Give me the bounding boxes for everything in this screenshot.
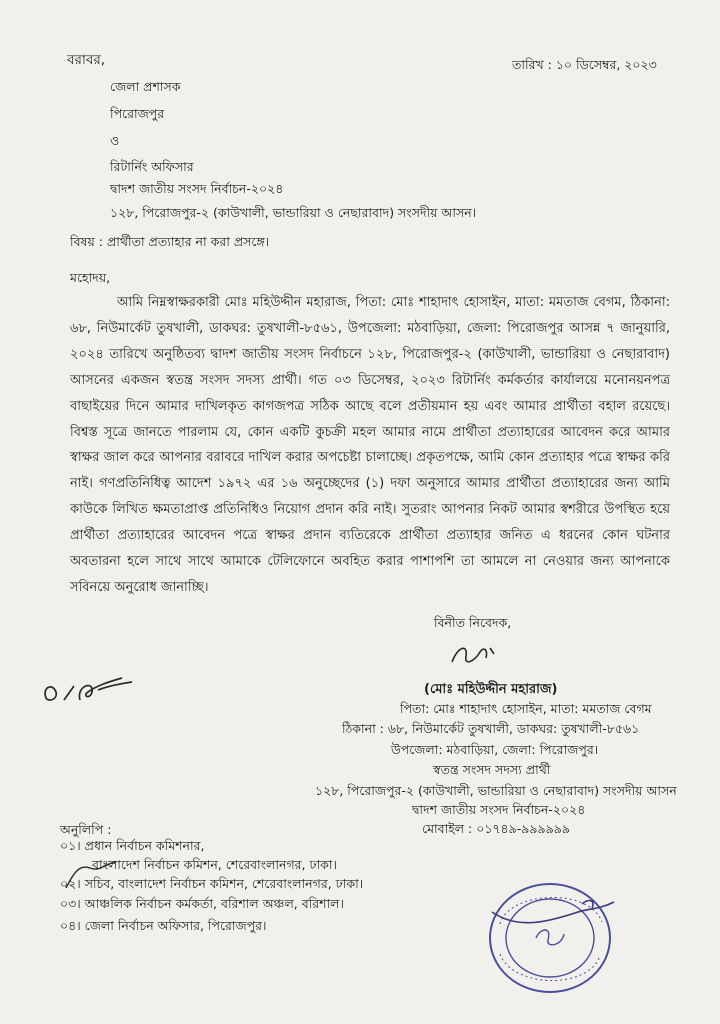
copy-line: বাংলাদেশ নির্বাচন কমিশন, শেরেবাংলানগর, ঢাকা। [92, 857, 338, 872]
sender-line: উপজেলা: মঠবাড়িয়া, জেলা: পিরোজপুর। [391, 742, 599, 757]
receipt-stamp [478, 872, 618, 998]
letter-greeting: মহোদয়, [70, 270, 111, 285]
letter-subject: বিষয় : প্রার্থীতা প্রত্যাহার না করা প্রসঙ্গে। [70, 234, 270, 249]
copy-line: ০৩। আঞ্চলিক নির্বাচন কর্মকর্তা, বরিশাল অঞ্চল, বরিশাল। [60, 896, 344, 911]
recipient-line: পিরোজপুর [110, 106, 165, 121]
sender-line: স্বতন্ত্র সংসদ সদস্য প্রার্থী [433, 762, 551, 777]
sender-mobile: মোবাইল : ০১৭৪৯-৯৯৯৯৯৯ [422, 821, 570, 836]
recipient-line: ও [110, 133, 120, 148]
recipient-line: জেলা প্রশাসক [110, 79, 181, 94]
letter-closing: বিনীত নিবেদক, [434, 615, 512, 630]
copy-line: ০৪। জেলা নির্বাচন অফিসার, পিরোজপুর। [60, 918, 267, 933]
handwritten-initial-mark [38, 672, 138, 712]
letter-body: আমি নিম্নস্বাক্ষরকারী মোঃ মহিউদ্দীন মহারাজ, পিতা: মোঃ শাহাদাৎ হোসাইন, মাতা: মমতাজ বেগম, ঠিকানা: ৬৮, নিউমার্কেট তুষখালী, ডাকঘর: তুষখালী-৮৫৬১, উপজেলা: মঠবাড়িয়া, জেলা: পিরোজপুর আসন্ন ৭ জানুয়ারি, ২০২৪ তারিখে অনুষ্ঠিতব্য দ্বাদশ জাতীয় সংসদ নির্বাচনে ১২৮, পিরোজপুর-২ (কাউখালী, ভান্ডারিয়া ও নেছারাবাদ) আসনের একজন স্বতন্ত্র সংসদ সদস্য প্রার্থী। গত ০৩ ডিসেম্বর, ২০২৩ রিটার্নিং কর্মকর্তার কার্যালয়ে মনোনয়নপত্র বাছাইয়ের দিনে আমার দাখিলকৃত কাগজপত্র সঠিক আছে বলে প্রতীয়মান হয় এবং আমার প্রার্থীতা বহাল রয়েছে। বিশ্বস্ত সূত্রে জানতে পারলাম যে, কোন একটি কুচক্রী মহল আমার নামে প্রার্থীতা প্রত্যাহারের আবেদন করে আমার স্বাক্ষর জাল করে আপনার বরাবরে দাখিল করার অপচেষ্টা চালাচ্ছে। প্রকৃতপক্ষে, আমি কোন প্রত্যাহার পত্রে স্বাক্ষর করি নাই। গণপ্রতিনিধিত্ব আদেশ ১৯৭২ এর ১৬ অনুচ্ছেদের (১) দফা অনুসারে আমার প্রার্থীতা প্রত্যাহারের জন্য আমি কাউকে লিখিত ক্ষমতাপ্রাপ্ত প্রতিনিধিও নিয়োগ প্রদান করি নাই। সুতরাং আপনার নিকট আমার স্বশরীরে উপস্থিত হয়ে প্রার্থীতা প্রত্যাহারের আবেদন পত্রে স্বাক্ষর প্রদান ব্যতিরেকে প্রার্থীতা প্রত্যাহার জনিত এ ধরনের কোন ঘটনার অবতারনা হলে সাথে সাথে আমাকে টেলিফোনে অবহিত করার পাশাপশি তা আমলে না নেওয়ার জন্য আপনাকে সবিনয়ে অনুরোধ জানাচ্ছি। [70, 295, 670, 595]
sender-name: (মোঃ মহিউদ্দীন মহারাজ) [424, 682, 558, 697]
copy-line: ০১। প্রধান নির্বাচন কমিশনার, [60, 838, 205, 853]
recipient-line: দ্বাদশ জাতীয় সংসদ নির্বাচন-২০২৪ [110, 181, 284, 196]
sender-line: ঠিকানা : ৬৮, নিউমার্কেট তুষখালী, ডাকঘর: তুষখালী-৮৫৬১ [342, 721, 640, 736]
sender-line: দ্বাদশ জাতীয় সংসদ নির্বাচন-২০২৪ [412, 802, 586, 817]
sender-line: পিতা: মোঃ শাহাদাৎ হোসাইন, মাতা: মমতাজ বেগম [400, 701, 652, 716]
signature-mark [444, 640, 514, 674]
copy-heading: অনুলিপি : [60, 822, 112, 837]
copy-line: ০২। সচিব, বাংলাদেশ নির্বাচন কমিশন, শেরেবাংলানগর, ঢাকা। [60, 876, 364, 891]
letter-date: তারিখ : ১০ ডিসেম্বর, ২০২৩ [512, 57, 657, 72]
salutation-to: বরাবর, [67, 52, 106, 68]
recipient-line: ১২৮, পিরোজপুর-২ (কাউখালী, ভান্ডারিয়া ও নেছারাবাদ) সংসদীয় আসন। [110, 205, 477, 220]
copy-tick-mark [60, 858, 120, 894]
sender-line: ১২৮, পিরোজপুর-২ (কাউখালী, ভান্ডারিয়া ও নেছারাবাদ) সংসদীয় আসন [315, 783, 677, 798]
recipient-line: রিটার্নিং অফিসার [110, 159, 194, 174]
